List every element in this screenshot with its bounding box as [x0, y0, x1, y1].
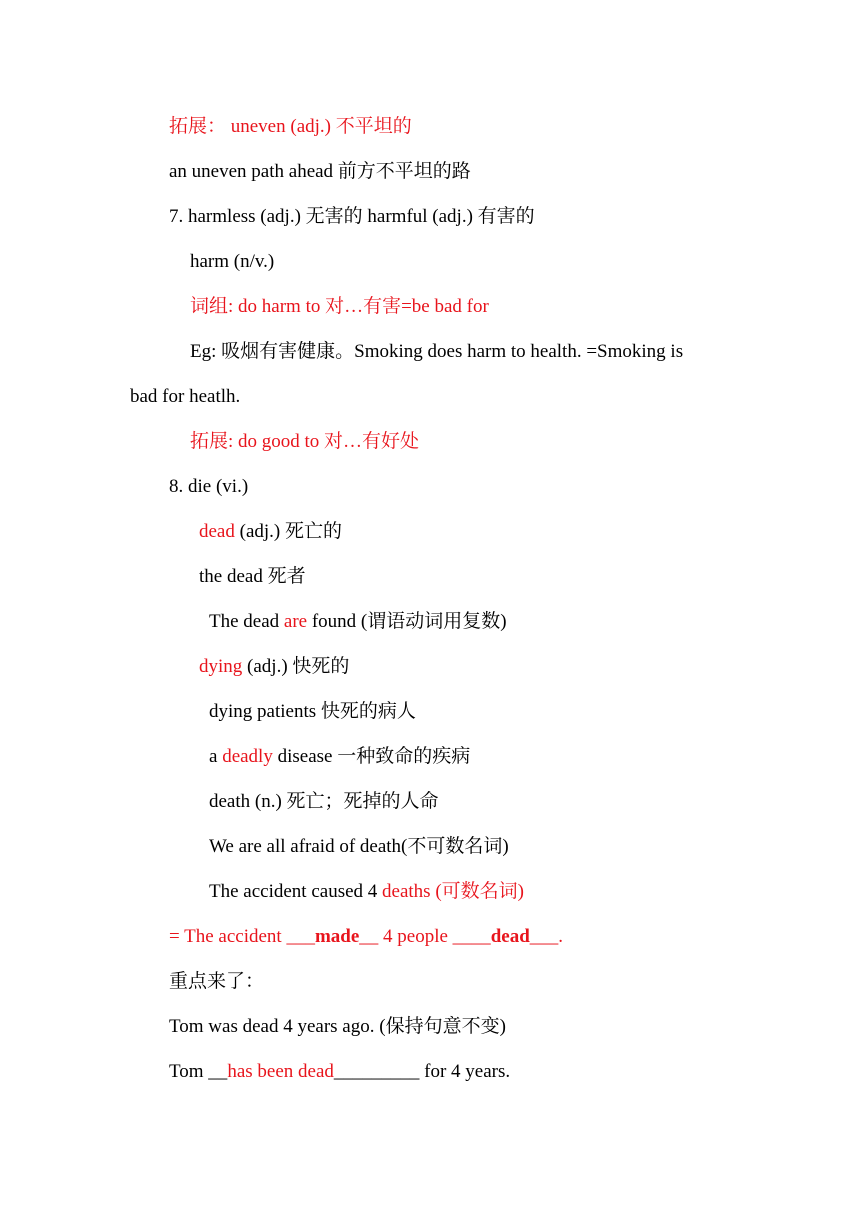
line-tom-was-dead: Tom was dead 4 years ago. (保持句意不变)	[169, 1016, 506, 1037]
line-afraid-of-death: We are all afraid of death(不可数名词)	[209, 836, 509, 857]
line-tom-has-been-dead: Tom __has been dead_________ for 4 years.	[169, 1061, 511, 1082]
line-example-smoking-cont: bad for heatlh.	[130, 386, 241, 407]
line-example-smoking: Eg: 吸烟有害健康。Smoking does harm to health. =Smoking is	[190, 341, 684, 362]
line-extension-do-good-to: 拓展: do good to 对…有好处	[190, 431, 420, 452]
line-item-8-die: 8. die (vi.)	[169, 476, 249, 497]
line-the-dead-are-found: The dead are found (谓语动词用复数)	[209, 611, 507, 632]
line-item-7-harmless: 7. harmless (adj.) 无害的 harmful (adj.) 有害的	[169, 206, 535, 227]
line-dead-adj: dead (adj.) 死亡的	[199, 521, 342, 542]
line-dying-adj: dying (adj.) 快死的	[199, 656, 350, 677]
line-death-noun: death (n.) 死亡；死掉的人命	[209, 791, 439, 812]
line-harm: harm (n/v.)	[190, 251, 275, 272]
line-accident-caused-deaths: The accident caused 4 deaths (可数名词)	[209, 881, 524, 902]
line-the-dead: the dead 死者	[199, 566, 306, 587]
line-key-point: 重点来了：	[169, 971, 265, 992]
line-accident-made-dead: = The accident ___made__ 4 people ____dead___.	[169, 926, 564, 947]
line-deadly-disease: a deadly disease 一种致命的疾病	[209, 746, 471, 767]
line-uneven-example: an uneven path ahead 前方不平坦的路	[169, 161, 471, 182]
line-dying-patients: dying patients 快死的病人	[209, 701, 416, 722]
line-extension-uneven: 拓展： uneven (adj.) 不平坦的	[169, 116, 412, 137]
line-phrase-do-harm-to: 词组: do harm to 对…有害=be bad for	[190, 296, 489, 317]
